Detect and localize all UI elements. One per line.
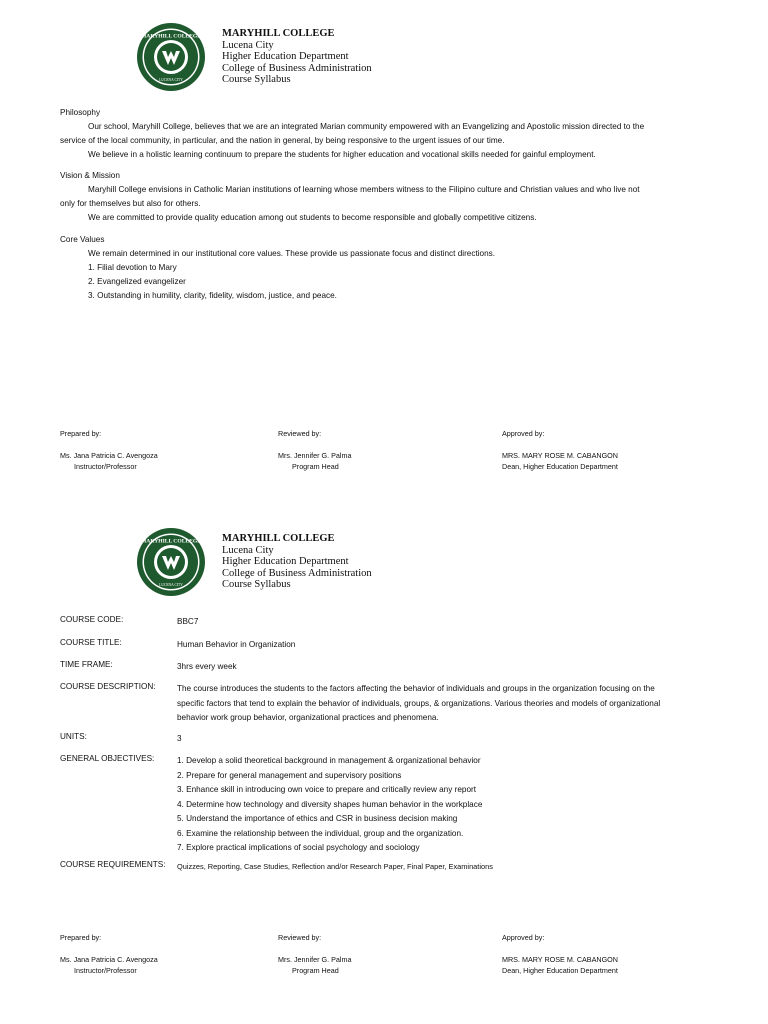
prepared-by-name: Ms. Jana Patricia C. Avengoza	[60, 451, 158, 460]
approved-by-label: Approved by:	[502, 933, 545, 942]
reviewed-by-name: Mrs. Jennifer G. Palma	[278, 955, 352, 964]
prepared-by-label: Prepared by:	[60, 933, 102, 942]
mission-paragraph: We are committed to provide quality education among out students to become responsible and globally competitive citizens.	[88, 213, 537, 222]
approved-by-title: Dean, Higher Education Department	[502, 461, 618, 471]
description-line: behavior work group behavior, organizational practices and phenomena.	[177, 713, 439, 722]
course-description-value	[177, 682, 712, 726]
reviewed-by-title: Program Head	[292, 461, 339, 471]
vision-paragraph-line: Maryhill College envisions in Catholic Marian institutions of learning whose members witness to the Filipino culture and Christian values and who live not	[88, 185, 640, 194]
philosophy-heading: Philosophy	[60, 108, 101, 117]
college-name: MARYHILL COLLEGE	[222, 533, 335, 544]
college-header-text	[222, 28, 372, 86]
course-description-label: COURSE DESCRIPTION:	[60, 682, 156, 691]
college-city: Lucena City	[222, 39, 274, 51]
vision-mission-section	[60, 169, 710, 225]
objective-item: 1. Develop a solid theoretical background in management & organizational behavior	[177, 756, 481, 765]
approved-by-title: Dean, Higher Education Department	[502, 965, 618, 975]
college-seal-logo	[128, 527, 214, 597]
approved-by-block	[502, 933, 702, 976]
seal-top-text: MARYHILL COLLEGE	[141, 33, 201, 40]
page-header	[0, 0, 768, 86]
document-type: Course Syllabus	[222, 579, 291, 591]
prepared-by-block	[60, 429, 260, 472]
syllabus-page-2	[0, 505, 768, 1024]
time-frame-value: 3hrs every week	[177, 662, 237, 671]
college-header-text	[222, 533, 372, 591]
reviewed-by-block	[278, 429, 478, 472]
philosophy-paragraph-line: service of the local community, in particular, and the nation in general, by being responsive to the urgent issues of our time.	[60, 136, 505, 145]
prepared-by-label: Prepared by:	[60, 429, 102, 438]
objective-item: 7. Explore practical implications of social psychology and sociology	[177, 843, 420, 852]
reviewed-by-block	[278, 933, 478, 976]
syllabus-page-1	[0, 0, 768, 500]
college-seal-logo	[128, 22, 214, 92]
core-value-item: 1. Filial devotion to Mary	[88, 263, 177, 272]
college-department: Higher Education Department	[222, 51, 349, 63]
description-line: The course introduces the students to the factors affecting the behavior of individuals and groups in the organization focusing on the	[177, 684, 655, 693]
prepared-by-title: Instructor/Professor	[74, 965, 137, 975]
objective-item: 6. Examine the relationship between the individual, group and the organization.	[177, 828, 464, 838]
vision-paragraph-line: only for themselves but also for others.	[60, 199, 201, 208]
objective-item: 3. Enhance skill in introducing own voice to prepare and critically review any report	[177, 785, 476, 794]
core-values-intro: We remain determined in our institutional core values. These provide us passionate focus and distinct directions.	[88, 249, 496, 258]
course-title-label: COURSE TITLE:	[60, 638, 122, 647]
approved-by-name: MRS. MARY ROSE M. CABANGON	[502, 955, 618, 964]
core-values-heading: Core Values	[60, 235, 105, 244]
approved-by-label: Approved by:	[502, 429, 545, 438]
general-objectives-label: GENERAL OBJECTIVES:	[60, 754, 155, 763]
college-unit: College of Business Administration	[222, 62, 372, 74]
page-header	[0, 505, 768, 591]
course-title-value: Human Behavior in Organization	[177, 640, 296, 649]
reviewed-by-label: Reviewed by:	[278, 429, 322, 438]
course-requirements-label: COURSE REQUIREMENTS:	[60, 860, 166, 869]
core-value-item: 3. Outstanding in humility, clarity, fidelity, wisdom, justice, and peace.	[88, 291, 337, 300]
college-unit: College of Business Administration	[222, 567, 372, 579]
college-name: MARYHILL COLLEGE	[222, 28, 335, 39]
philosophy-section	[60, 106, 710, 162]
approved-by-name: MRS. MARY ROSE M. CABANGON	[502, 451, 618, 460]
philosophy-paragraph: We believe in a holistic learning continuum to prepare the students for higher education and vocational skills needed for gainful employment.	[88, 150, 596, 159]
objective-item: 5. Understand the importance of ethics and CSR in business decision making	[177, 814, 458, 823]
general-objectives-list	[177, 754, 712, 856]
approved-by-block	[502, 429, 702, 472]
prepared-by-title: Instructor/Professor	[74, 461, 137, 471]
reviewed-by-title: Program Head	[292, 965, 339, 975]
core-value-item: 2. Evangelized evangelizer	[88, 277, 186, 286]
units-label: UNITS:	[60, 732, 87, 741]
philosophy-paragraph-line: Our school, Maryhill College, believes that we are an integrated Marian community empowered with an Evangelizing and Apostolic mission directed to the	[88, 122, 645, 131]
objective-item: 2. Prepare for general management and supervisory positions	[177, 770, 402, 780]
course-code-value: BBC7	[177, 617, 199, 626]
core-values-section	[60, 233, 710, 303]
reviewed-by-name: Mrs. Jennifer G. Palma	[278, 451, 352, 460]
college-city: Lucena City	[222, 544, 274, 556]
course-code-label: COURSE CODE:	[60, 615, 124, 624]
prepared-by-name: Ms. Jana Patricia C. Avengoza	[60, 955, 158, 964]
document-type: Course Syllabus	[222, 74, 291, 86]
description-line: specific factors that tend to explain the behavior of individuals, groups, & organizations. Various theories and models of organizational	[177, 698, 661, 708]
prepared-by-block	[60, 933, 260, 976]
college-department: Higher Education Department	[222, 556, 349, 568]
seal-bottom-text: LUCENA CITY	[159, 78, 183, 82]
course-requirements-value: Quizzes, Reporting, Case Studies, Reflection and/or Research Paper, Final Paper, Examinations	[177, 862, 493, 871]
seal-bottom-text: LUCENA CITY	[159, 583, 183, 587]
objective-item: 4. Determine how technology and diversity shapes human behavior in the workplace	[177, 799, 483, 809]
time-frame-label: TIME FRAME:	[60, 660, 113, 669]
reviewed-by-label: Reviewed by:	[278, 933, 322, 942]
seal-top-text: MARYHILL COLLEGE	[141, 538, 201, 545]
units-value: 3	[177, 734, 182, 743]
vision-mission-heading: Vision & Mission	[60, 171, 120, 180]
